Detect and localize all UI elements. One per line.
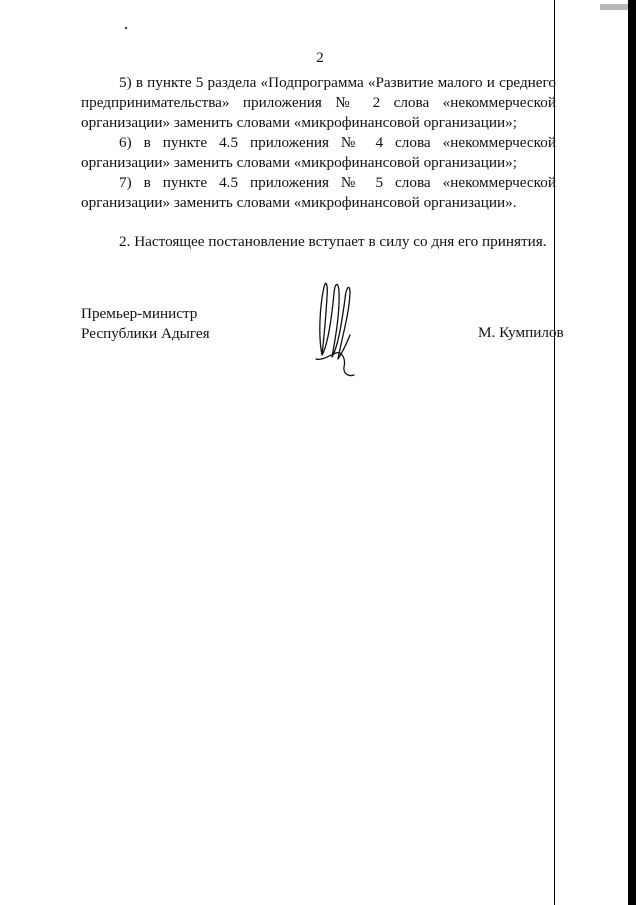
signer-title-line: Премьер-министр <box>81 305 198 322</box>
page-number: 2 <box>316 50 324 66</box>
list-item: 6) в пункте 4.5 приложения № 4 слова «некоммерческой организации» заменить словами «микрофинансовой организации»; <box>81 134 556 171</box>
clause-2: 2. Настоящее постановление вступает в силу со дня его принятия. <box>119 233 547 250</box>
signer-name: М. Кумпилов <box>478 324 564 341</box>
scan-corner-mark <box>600 4 628 10</box>
list-item: 7) в пункте 4.5 приложения № 5 слова «некоммерческой организации» заменить словами «микрофинансовой организации». <box>81 174 556 211</box>
signer-title <box>81 304 210 344</box>
signer-title-line: Республики Адыгея <box>81 325 210 342</box>
scan-speck <box>125 27 127 29</box>
list-item: 5) в пункте 5 раздела «Подпрограмма «Развитие малого и среднего предпринимательства» приложения № 2 слова «некоммерческой организации» заменить словами «микрофинансовой организации»; <box>81 74 556 131</box>
document-body <box>81 73 556 252</box>
handwritten-signature <box>312 275 362 380</box>
scan-edge-shadow <box>628 0 636 905</box>
